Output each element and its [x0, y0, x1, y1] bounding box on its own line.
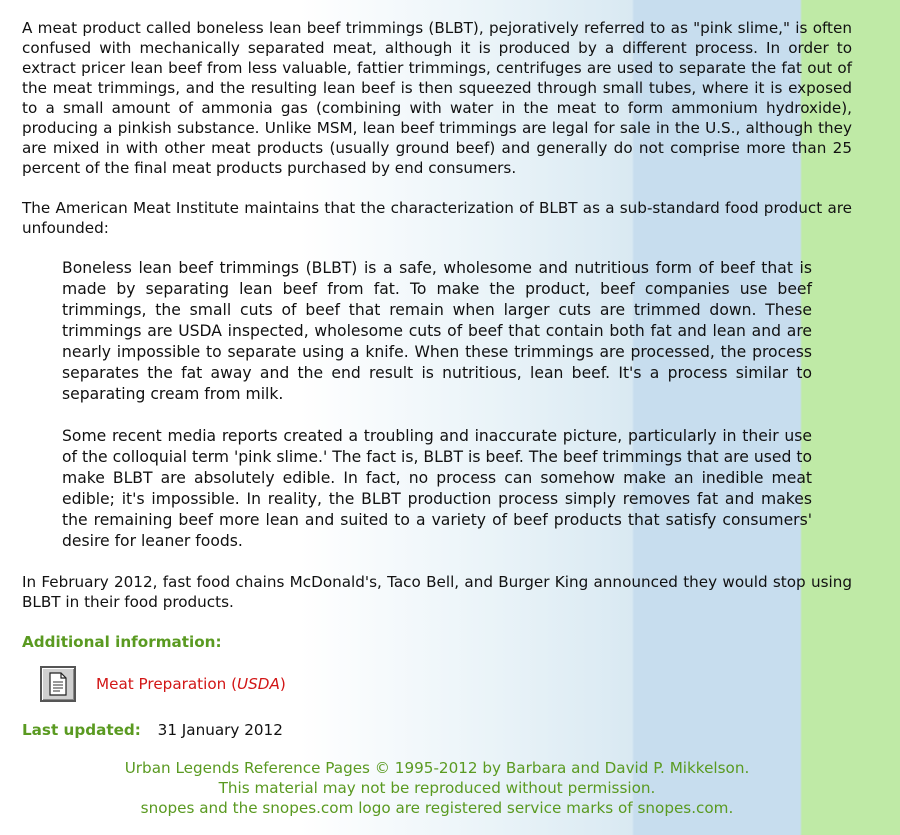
additional-info-heading: Additional information:	[22, 633, 222, 651]
quote-paragraph-2: Some recent media reports created a troubling and inaccurate picture, particularly in their use of the colloquial term 'pink slime.' The fact is, BLBT is beef. The beef trimmings that are used to make BLBT are absolutely edible. In fact, no process can somehow make an inedible meat edible; it's impossible. In reality, the BLBT production process simply removes fat and makes the remaining beef more lean and suited to a variety of beef products that satisfy consumers' desire for leaner foods.	[62, 427, 812, 550]
footer-line-1: Urban Legends Reference Pages © 1995-2012 by Barbara and David P. Mikkelson.	[124, 759, 750, 777]
last-updated	[22, 720, 852, 740]
quote-paragraph-1: Boneless lean beef trimmings (BLBT) is a safe, wholesome and nutritious form of beef that is made by separating lean beef from fat. To make the product, beef companies use beef trimmings, the small cuts of beef that remain when larger cuts are trimmed down. These trimmings are USDA inspected, wholesome cuts of beef that contain both fat and lean and are nearly impossible to separate using a knife. When these trimmings are processed, the process separates the fat away and the end result is nutritious, lean beef. It's a process similar to separating cream from milk.	[62, 259, 812, 403]
article-paragraph-1: A meat product called boneless lean beef trimmings (BLBT), pejoratively referred to as "pink slime," is often confused with mechanically separated meat, although it is produced by a different process. In order to extract pricer lean beef from less valuable, fattier trimmings, centrifuges are used to separate the fat out of the meat trimmings, and the resulting lean beef is then squeezed through small tubes, where it is exposed to a small amount of ammonia gas (combining with water in the meat to form ammonium hydroxide), producing a pinkish substance. Unlike MSM, lean beef trimmings are legal for sale in the U.S., although they are mixed in with other meat products (usually ground beef) and generally do not comprise more than 25 percent of the final meat products purchased by end consumers.	[22, 19, 852, 177]
ami-quote	[62, 258, 812, 552]
document-icon-glyph	[48, 672, 68, 696]
resource-item	[40, 666, 852, 702]
article-paragraph-3: In February 2012, fast food chains McDonald's, Taco Bell, and Burger King announced they would stop using BLBT in their food products.	[22, 573, 852, 611]
article-paragraph-2: The American Meat Institute maintains that the characterization of BLBT as a sub-standard food product are unfounded:	[22, 199, 852, 237]
resource-link-text: Meat Preparation	[96, 675, 227, 693]
last-updated-label: Last updated:	[22, 721, 141, 739]
footer-line-2: This material may not be reproduced without permission.	[218, 779, 656, 797]
footer-line-3: snopes and the snopes.com logo are registered service marks of snopes.com.	[140, 799, 734, 817]
last-updated-date: 31 January 2012	[157, 721, 283, 739]
resource-source: USDA	[237, 675, 280, 693]
meat-preparation-link[interactable]: Meat Preparation (USDA)	[96, 675, 286, 693]
document-icon[interactable]	[40, 666, 76, 702]
article-content	[22, 18, 852, 818]
copyright-footer	[22, 758, 852, 818]
